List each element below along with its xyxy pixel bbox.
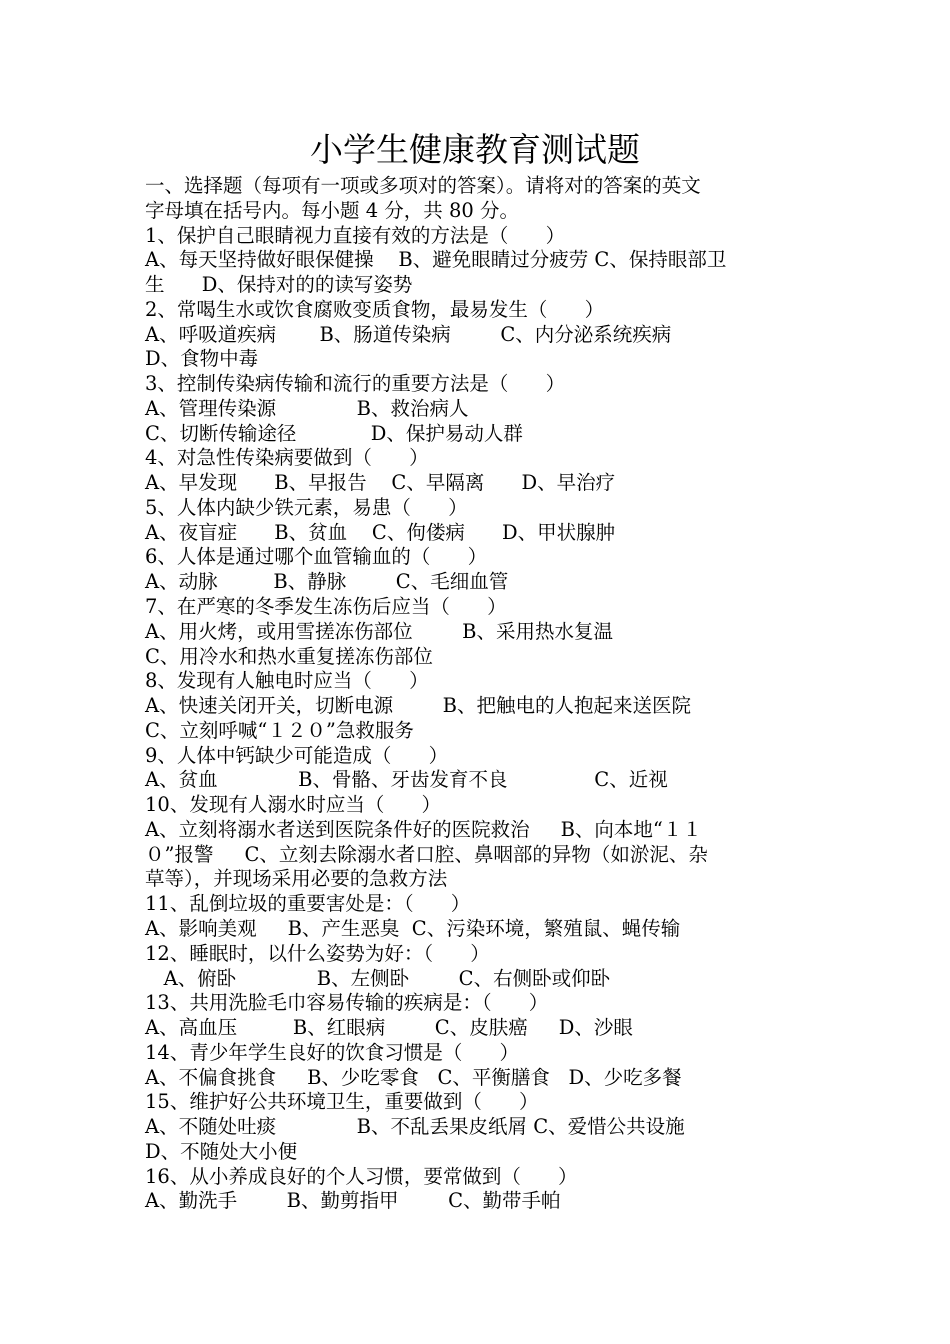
text-line: A、夜盲症 B、贫血 C、佝偻病 D、甲状腺肿 (145, 520, 616, 544)
text-line: A、动脉 B、静脉 C、毛细血管 (145, 570, 509, 594)
text-line: 7、在严寒的冬季发生冻伤后应当（ ） (145, 595, 507, 619)
text-line: 3、控制传染病传输和流行的重要方法是（ ） (145, 372, 566, 396)
text-line: A、早发现 B、早报告 C、早隔离 D、早治疗 (145, 471, 616, 495)
text-line: 13、共用洗脸毛巾容易传输的疾病是：（ ） (145, 991, 549, 1015)
text-line: A、管理传染源 B、救治病人 (145, 396, 469, 420)
text-line: C、立刻呼喊“１２０”急救服务 (145, 718, 414, 742)
text-line: A、快速关闭开关，切断电源 B、把触电的人抱起来送医院 (145, 694, 692, 718)
text-line: A、呼吸道疾病 B、肠道传染病 C、内分泌系统疾病 (145, 322, 672, 346)
text-line: D、食物中毒 (145, 347, 259, 371)
text-line: 16、从小养成良好的个人习惯，要常做到（ ） (145, 1164, 578, 1188)
text-line: 14、青少年学生良好的饮食习惯是（ ） (145, 1040, 520, 1064)
question-body (145, 174, 825, 1214)
text-line: A、高血压 B、红眼病 C、皮肤癌 D、沙眼 (145, 1016, 633, 1040)
text-line: A、立刻将溺水者送到医院条件好的医院救治 B、向本地“１１ (145, 817, 702, 841)
text-line: D、不随处大小便 (145, 1139, 298, 1163)
text-line: 11、乱倒垃圾的重要害处是：（ ） (145, 892, 471, 916)
text-line: A、贫血 B、骨骼、牙齿发育不良 C、近视 (145, 768, 668, 792)
text-line: 15、维护好公共环境卫生，重要做到（ ） (145, 1090, 539, 1114)
text-line: 8、发现有人触电时应当（ ） (145, 669, 429, 693)
text-line: 9、人体中钙缺少可能造成（ ） (145, 743, 449, 767)
text-line: C、用冷水和热水重复搓冻伤部位 (145, 644, 433, 668)
text-line: A、每天坚持做好眼保健操 B、避免眼睛过分疲劳 C、保持眼部卫 (145, 248, 727, 272)
text-line: A、俯卧 B、左侧卧 C、右侧卧或仰卧 (145, 966, 611, 990)
text-line: 6、人体是通过哪个血管输血的（ ） (145, 545, 488, 569)
text-line: C、切断传输途径 D、保护易动人群 (145, 421, 523, 445)
text-line: 一、选择题（每项有一项或多项对的答案）。请将对的答案的英文 (145, 174, 701, 197)
text-line: A、影响美观 B、产生恶臭 C、污染环境，繁殖鼠、蝇传输 (145, 916, 681, 940)
page-title: 小学生健康教育测试题 (310, 130, 640, 169)
text-line: 字母填在括号内。每小题 4 分，共 80 分。 (145, 198, 520, 222)
text-line: A、不随处吐痰 B、不乱丢果皮纸屑 C、爱惜公共设施 (145, 1115, 685, 1139)
text-line: 生 D、保持对的的读写姿势 (145, 273, 413, 297)
text-line: 2、常喝生水或饮食腐败变质食物，最易发生（ ） (145, 297, 605, 321)
text-line: A、不偏食挑食 B、少吃零食 C、平衡膳食 D、少吃多餐 (145, 1065, 682, 1089)
text-line: 12、睡眠时，以什么姿势为好：（ ） (145, 941, 490, 965)
text-line: 5、人体内缺少铁元素，易患（ ） (145, 495, 468, 519)
text-line: 4、对急性传染病要做到（ ） (145, 446, 429, 470)
text-line: ０”报警 C、立刻去除溺水者口腔、鼻咽部的异物（如淤泥、杂 (145, 842, 708, 866)
text-line: A、用火烤，或用雪搓冻伤部位 B、采用热水复温 (145, 619, 614, 643)
text-line: 1、保护自己眼睛视力直接有效的方法是（ ） (145, 223, 566, 247)
text-line: A、勤洗手 B、勤剪指甲 C、勤带手帕 (145, 1189, 561, 1213)
text-line: 草等），并现场采用必要的急救方法 (145, 867, 448, 891)
text-line: 10、发现有人溺水时应当（ ） (145, 793, 442, 817)
